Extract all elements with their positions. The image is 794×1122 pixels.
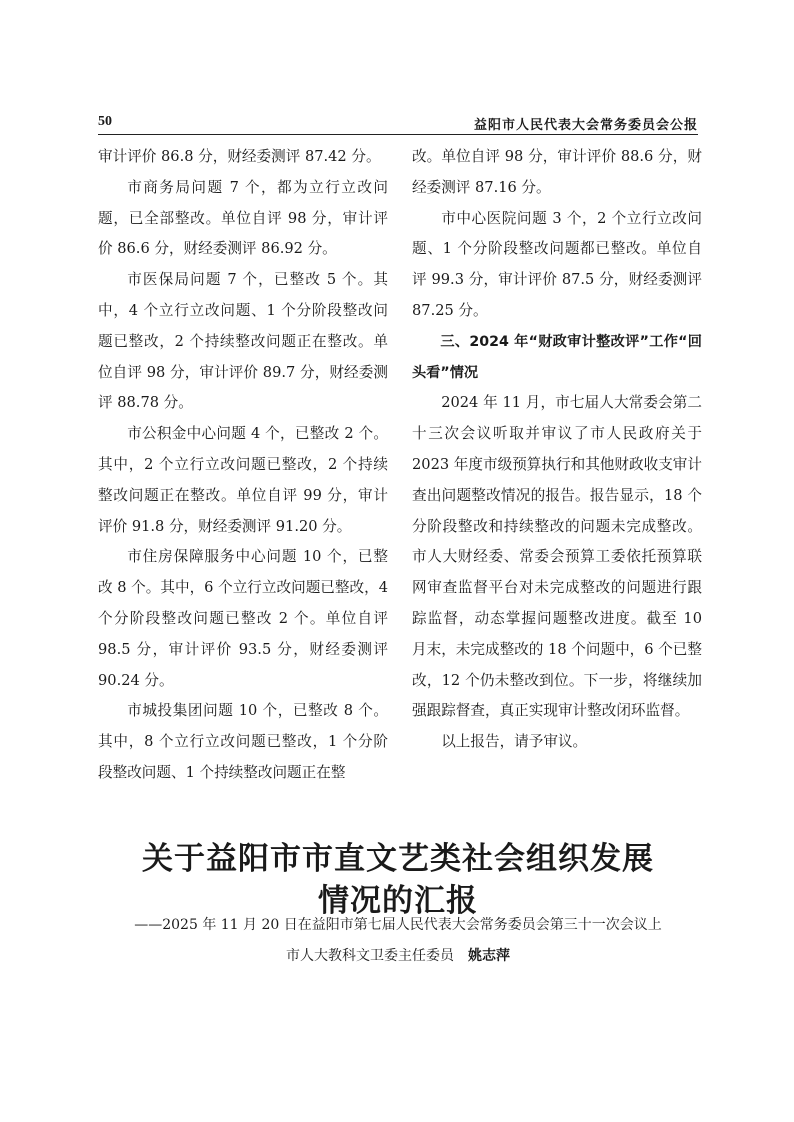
left-column xyxy=(98,142,388,789)
paragraph: 改。单位自评 98 分，审计评价 88.6 分，财经委测评 87.16 分。 xyxy=(412,148,702,196)
right-column xyxy=(412,142,702,758)
paragraph: 市住房保障服务中心问题 10 个，已整改 8 个。其中，6 个立行立改问题已整改，4 个分阶段整改问题已整改 2 个。单位自评 98.5 分，审计评价 93.5 分，财经委测评 90.24 分。 xyxy=(98,548,388,689)
page-number: 50 xyxy=(98,114,112,129)
article-title xyxy=(98,838,698,922)
article-title-line-1: 关于益阳市市直文艺类社会组织发展 xyxy=(142,841,654,877)
paragraph: 市中心医院问题 3 个，2 个立行立改问题、1 个分阶段整改问题都已整改。单位自评 99.3 分，审计评价 87.5 分，财经委测评 87.25 分。 xyxy=(412,209,702,319)
author-line xyxy=(98,945,698,967)
article-subtitle: ——2025 年 11 月 20 日在益阳市第七届人民代表大会常务委员会第三十一次会议上 xyxy=(134,917,662,933)
author-title: 市人大教科文卫委主任委员 xyxy=(286,948,454,964)
page-header xyxy=(98,112,698,134)
header-rule xyxy=(98,134,698,135)
closing-paragraph: 以上报告，请予审议。 xyxy=(441,733,588,751)
section-heading: 三、2024 年“财政审计整改评”工作“回头看”情况 xyxy=(412,333,702,381)
journal-title: 益阳市人民代表大会常务委员会公报 xyxy=(473,118,698,133)
paragraph: 2024 年 11 月，市七届人大常委会第二十三次会议听取并审议了市人民政府关于 2023 年度市级预算执行和其他财政收支审计查出问题整改情况的报告。报告显示，18 个分阶段整改和持续整改的问题未完成整改。市人大财经委、常委会预算工委依托预算联网审查监督平台对未完成整改的问题进行跟踪监督，动态掌握问题整改进度。截至 10 月末，未完成整改的 18 个问题中，6 个已整改，12 个仍未整改到位。下一步，将继续加强跟踪督查，真正实现审计整改闭环监督。 xyxy=(412,394,702,720)
paragraph: 市公积金中心问题 4 个，已整改 2 个。其中，2 个立行立改问题已整改，2 个持续整改问题正在整改。单位自评 99 分，审计评价 91.8 分，财经委测评 91.20 分。 xyxy=(98,425,388,535)
paragraph: 市商务局问题 7 个，都为立行立改问题，已全部整改。单位自评 98 分，审计评价 86.6 分，财经委测评 86.92 分。 xyxy=(98,178,388,258)
author-name: 姚志萍 xyxy=(468,948,510,964)
article-title-line-2: 情况的汇报 xyxy=(318,883,478,919)
paragraph: 市城投集团问题 10 个，已整改 8 个。其中，8 个立行立改问题已整改，1 个分阶段整改问题、1 个持续整改问题正在整 xyxy=(98,702,388,781)
paragraph: 市医保局问题 7 个，已整改 5 个。其中，4 个立行立改问题、1 个分阶段整改问题已整改，2 个持续整改问题正在整改。单位自评 98 分，审计评价 89.7 分，财经委测评 88.78 分。 xyxy=(98,271,388,412)
paragraph: 审计评价 86.8 分，财经委测评 87.42 分。 xyxy=(98,148,381,165)
